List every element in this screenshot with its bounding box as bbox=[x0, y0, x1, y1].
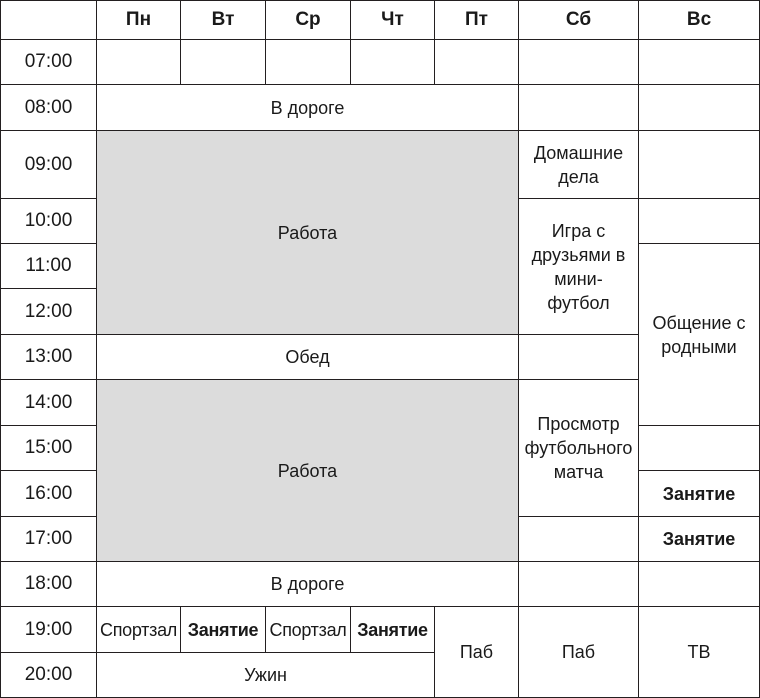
time-cell: 19:00 bbox=[1, 607, 97, 653]
time-cell: 16:00 bbox=[1, 471, 97, 517]
empty-cell bbox=[266, 40, 351, 85]
day-header-fri: Пт bbox=[435, 1, 519, 40]
time-cell: 10:00 bbox=[1, 199, 97, 244]
event-work-afternoon: Работа bbox=[97, 380, 519, 562]
event-lesson-sun-1600: Занятие bbox=[639, 471, 760, 517]
empty-cell bbox=[519, 517, 639, 562]
day-header-tue: Вт bbox=[181, 1, 266, 40]
event-pub-fri: Паб bbox=[435, 607, 519, 698]
day-header-sat: Сб bbox=[519, 1, 639, 40]
event-lesson-sun-1700: Занятие bbox=[639, 517, 760, 562]
empty-cell bbox=[181, 40, 266, 85]
time-cell: 18:00 bbox=[1, 562, 97, 607]
corner-cell bbox=[1, 1, 97, 40]
day-header-wed: Ср bbox=[266, 1, 351, 40]
event-commute-morning: В дороге bbox=[97, 85, 519, 131]
empty-cell bbox=[639, 199, 760, 244]
event-housework: Домашние дела bbox=[519, 131, 639, 199]
time-cell: 09:00 bbox=[1, 131, 97, 199]
empty-cell bbox=[351, 40, 435, 85]
header-row bbox=[1, 1, 760, 40]
event-family: Общение с родными bbox=[639, 244, 760, 426]
time-cell: 20:00 bbox=[1, 653, 97, 698]
time-cell: 15:00 bbox=[1, 426, 97, 471]
empty-cell bbox=[639, 562, 760, 607]
time-cell: 11:00 bbox=[1, 244, 97, 289]
empty-cell bbox=[639, 426, 760, 471]
empty-cell bbox=[519, 562, 639, 607]
row-0900 bbox=[1, 131, 760, 199]
empty-cell bbox=[97, 40, 181, 85]
time-cell: 17:00 bbox=[1, 517, 97, 562]
row-0700 bbox=[1, 40, 760, 85]
time-cell: 12:00 bbox=[1, 289, 97, 335]
row-0800 bbox=[1, 85, 760, 131]
row-1900 bbox=[1, 607, 760, 653]
event-pub-sat: Паб bbox=[519, 607, 639, 698]
event-lesson-tue: Занятие bbox=[181, 607, 266, 653]
empty-cell bbox=[639, 131, 760, 199]
event-commute-evening: В дороге bbox=[97, 562, 519, 607]
event-lesson-thu: Занятие bbox=[351, 607, 435, 653]
event-work-morning: Работа bbox=[97, 131, 519, 335]
event-tv-sun: ТВ bbox=[639, 607, 760, 698]
event-gym-wed: Спортзал bbox=[266, 607, 351, 653]
event-minifootball: Игра с друзьями в мини-футбол bbox=[519, 199, 639, 335]
time-cell: 08:00 bbox=[1, 85, 97, 131]
event-gym-mon: Спортзал bbox=[97, 607, 181, 653]
empty-cell bbox=[519, 40, 639, 85]
day-header-mon: Пн bbox=[97, 1, 181, 40]
row-1800 bbox=[1, 562, 760, 607]
empty-cell bbox=[639, 85, 760, 131]
empty-cell bbox=[639, 40, 760, 85]
empty-cell bbox=[519, 85, 639, 131]
time-cell: 13:00 bbox=[1, 335, 97, 380]
event-football-match: Просмотр футбольного матча bbox=[519, 380, 639, 517]
event-lunch: Обед bbox=[97, 335, 519, 380]
empty-cell bbox=[435, 40, 519, 85]
time-cell: 07:00 bbox=[1, 40, 97, 85]
day-header-sun: Вс bbox=[639, 1, 760, 40]
empty-cell bbox=[519, 335, 639, 380]
day-header-thu: Чт bbox=[351, 1, 435, 40]
event-dinner: Ужин bbox=[97, 653, 435, 698]
time-cell: 14:00 bbox=[1, 380, 97, 426]
